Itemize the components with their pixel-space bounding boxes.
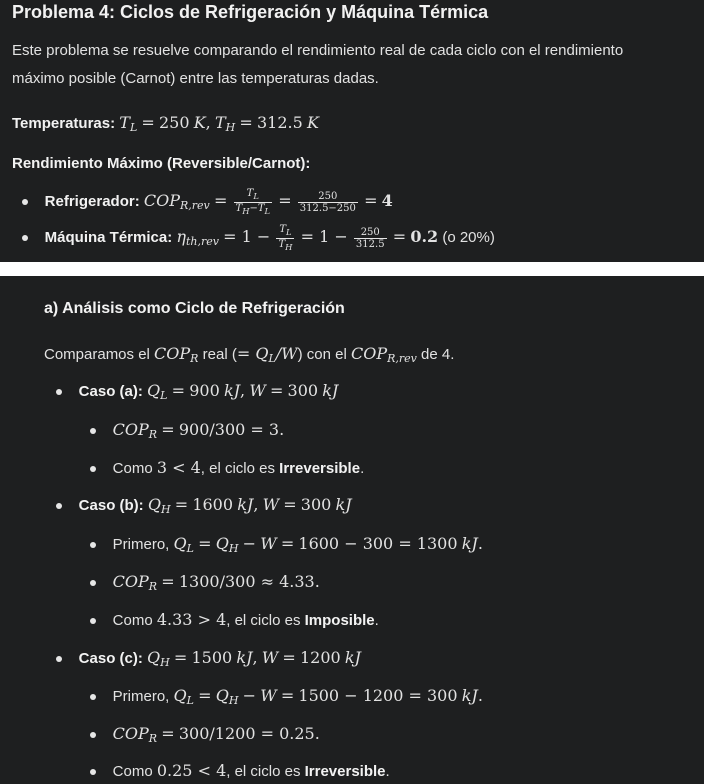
bullet-icon xyxy=(56,389,62,395)
bullet-icon xyxy=(90,694,96,700)
bullet-icon xyxy=(90,618,96,624)
refrigerador-label: Refrigerador: xyxy=(44,193,140,210)
panel-divider xyxy=(0,262,704,276)
page-title: Problema 4: Ciclos de Refrigeración y Máquina Térmica xyxy=(12,2,489,22)
bullet-icon xyxy=(56,656,62,662)
caso-a: Caso (a): $Q_L = 900$ kJ, W = 300 kJ xyxy=(56,378,338,405)
bullet-icon xyxy=(90,732,96,738)
caso-b-cop: $COP_R = 1300/300 \approx 4.33$. xyxy=(90,569,320,596)
max-heading: Rendimiento Máximo (Reversible/Carnot): xyxy=(12,155,311,172)
intro-line-2: máximo posible (Carnot) entre las temperaturas dadas. xyxy=(12,70,379,87)
th-value: 312.5 xyxy=(256,113,303,132)
section-a-heading: a) Análisis como Ciclo de Refrigeración xyxy=(44,300,345,317)
bullet-icon xyxy=(90,466,96,472)
bullet-icon xyxy=(90,769,96,775)
compare-line: Comparamos el $COP_R$ real (= $Q_L/W$) con el $COP_{R,rev}$ de 4. xyxy=(44,344,455,365)
bullet-icon xyxy=(90,542,96,548)
caso-c-primero: Primero, $Q_L = Q_H - W = 1500 - 1200 = 300$ kJ. xyxy=(90,683,483,710)
caso-c: Caso (c): $Q_H = 1500$ kJ, W = 1200 kJ xyxy=(56,645,361,672)
refrigerador-item: Refrigerador: $COP_{R,rev}$ = $\frac{T_L}{T_H-T_L}$ = $\frac{250}{312.5-250}$ = 4 xyxy=(22,188,393,216)
maquina-item: Máquina Térmica: $\eta_{th,rev} = 1$ − $\frac{T_L}{T_H}$ = 1 − $\frac{250}{312.5}$ = 0.2 (o 20%) xyxy=(22,224,495,252)
caso-a-cop: $COP_R = 900/300 = 3$. xyxy=(90,417,284,444)
caso-b-verdict: Como 4.33 > 4, el ciclo es Imposible. xyxy=(90,607,379,633)
caso-b-primero: Primero, $Q_L = Q_H - W = 1600 - 300 = 1300$ kJ. xyxy=(90,531,483,558)
bullet-icon xyxy=(56,503,62,509)
caso-c-verdict: Como 0.25 < 4, el ciclo es Irreversible. xyxy=(90,758,390,784)
intro-line-1: Este problema se resuelve comparando el rendimiento real de cada ciclo con el rendimiento xyxy=(12,42,624,59)
bullet-icon xyxy=(90,428,96,434)
caso-c-cop: $COP_R = 300/1200 = 0.25$. xyxy=(90,721,320,748)
temperatures-label: Temperaturas: xyxy=(12,115,116,132)
maquina-suffix: (o 20%) xyxy=(442,229,495,246)
bullet-icon xyxy=(90,580,96,586)
maquina-result: 0.2 xyxy=(410,227,439,246)
bullet-icon xyxy=(22,199,28,205)
temperatures-line: Temperaturas: $T_L = 250$ K, $T_H = 312.5$ K xyxy=(12,113,319,134)
caso-b: Caso (b): $Q_H = 1600$ kJ, W = 300 kJ xyxy=(56,492,352,519)
refrigerador-result: 4 xyxy=(381,191,393,210)
tl-value: 250 xyxy=(159,113,190,132)
caso-a-verdict: Como 3 < 4, el ciclo es Irreversible. xyxy=(90,455,364,481)
maquina-label: Máquina Térmica: xyxy=(44,229,173,246)
bullet-icon xyxy=(22,235,28,241)
